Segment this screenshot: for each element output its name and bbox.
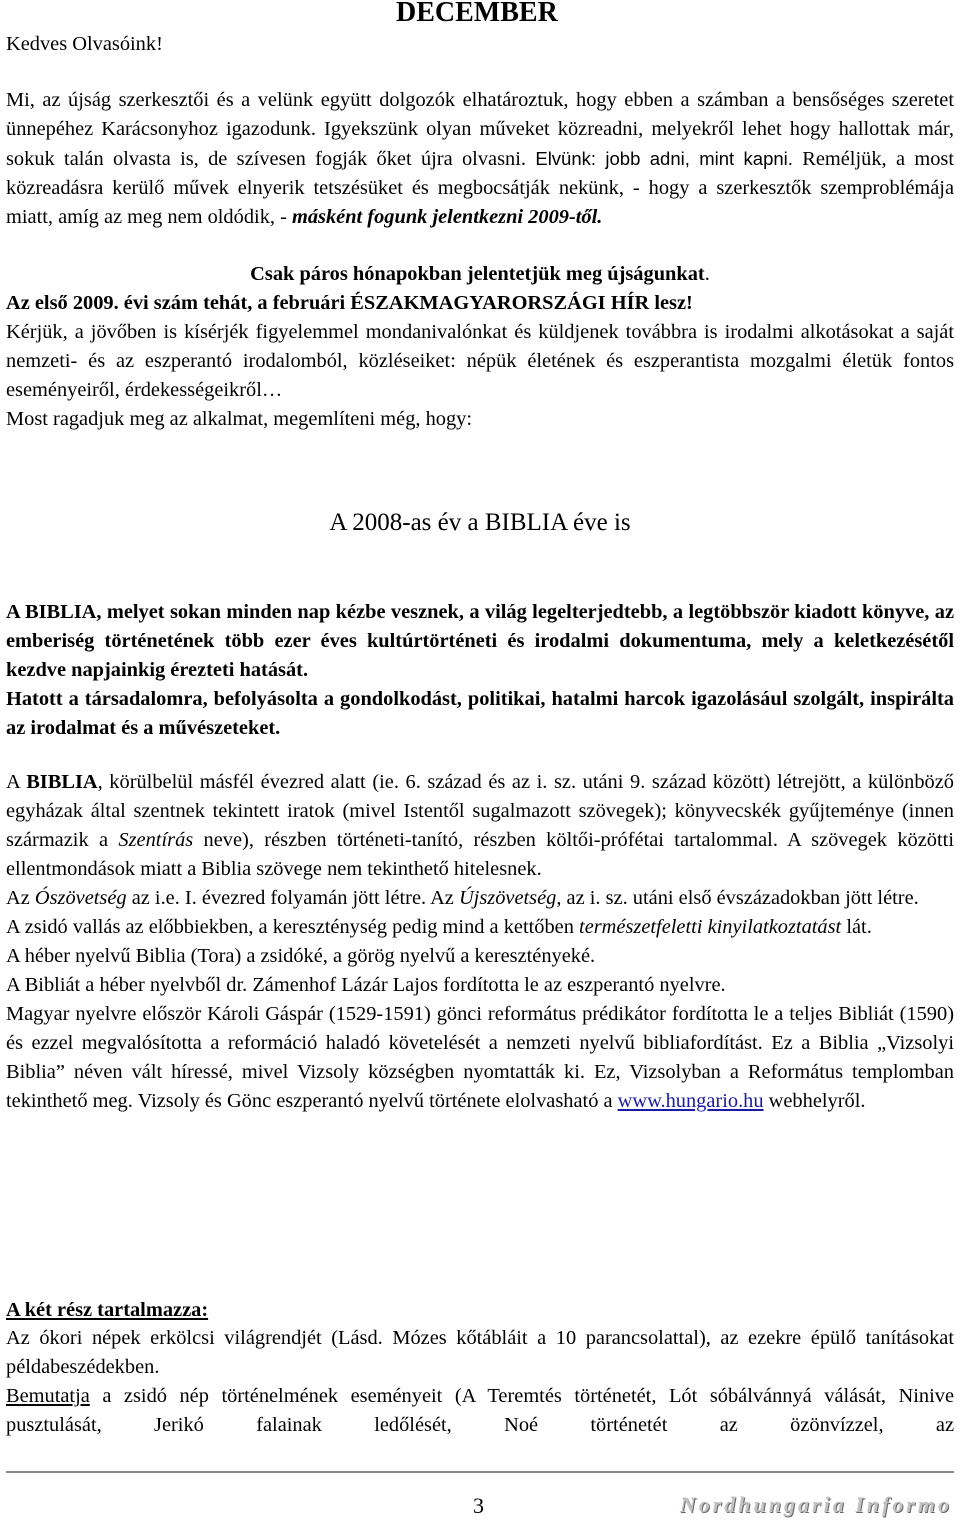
intro-paragraph	[6, 86, 954, 232]
announcement-block	[6, 260, 954, 289]
contents-paragraph-1: Az ókori népek erkölcsi világrendjét (Lásd. Mózes kőtábláit a 10 parancsolattal), az ezekre épülő tanításokat példabeszédekben.	[6, 1327, 954, 1378]
footer-brand-logo: Nordhungaria Informo	[679, 1492, 952, 1517]
announcement-line-2: Az első 2009. évi szám tehát, a februári ÉSZAKMAGYARORSZÁGI HÍR lesz!	[6, 292, 693, 314]
languages-paragraph: A héber nyelvű Biblia (Tora) a zsidóké, a görög nyelvű a keresztényeké.	[6, 945, 596, 967]
month-title: DECEMBER	[396, 0, 558, 28]
announcement-line-1: Csak páros hónapokban jelentetjük meg újságunkat.	[250, 263, 710, 285]
bible-origin-paragraph: A BIBLIA, körülbelül másfél évezred alatt (ie. 6. század és az i. sz. utáni 9. század között) létrejött, a különböző egyházak által szentnek tekintett iratok (mivel Istentől sugalmazott szövegek); könyvecskék gyűjteménye (innen származik a Szentírás neve), részben történeti-tanító, részben költői-prófétai tartalommal. A szövegek közötti ellentmondások miatt a Biblia szövege nem tekinthető hitelesnek.	[6, 771, 954, 880]
religion-paragraph: A zsidó vallás az előbbiekben, a kereszténység pedig mind a kettőben természetfeletti kinyilatkoztatást lát.	[6, 916, 872, 938]
hungario-link[interactable]: www.hungario.hu	[617, 1090, 764, 1112]
testaments-paragraph: Az Ószövetség az i.e. I. évezred folyamán jött létre. Az Újszövetség, az i. sz. utáni első évszázadokban jött létre.	[6, 887, 919, 909]
page-number: 3	[473, 1493, 484, 1518]
greeting-line: Kedves Olvasóink!	[6, 33, 163, 55]
intro-text: Mi, az újság szerkesztői és a velünk együtt dolgozók elhatároztuk, hogy ebben a számban a bensőséges szeretet ünnepéhez Karácsonyhoz igazodunk. Igyekszünk olyan műveket közreadni, melyekről lehet hogy hallottak már, sokuk talán olvasta is, de szívesen fogják őket újra olvasni.	[6, 89, 954, 170]
article-heading: A 2008-as év a BIBLIA éve is	[329, 509, 631, 536]
request-paragraph: Kérjük, a jövőben is kísérjék figyelemmel mondanivalónkat és küldjenek továbbra is irodalmi alkotásokat a saját nemzeti- és az eszperantó irodalomból, közléseiket: népük életének és eszperantista mozgalmi életük fontos eseményeiről, érdekességeikről… Most ragadjuk meg az alkalmat, megemlíteni még, hogy:	[6, 321, 954, 430]
motto-text: Elvünk: jobb adni, mint kapni.	[525, 148, 793, 169]
bold-intro-block	[6, 598, 954, 743]
bold-paragraph-2: Hatott a társadalomra, befolyásolta a gondolkodást, politikai, hatalmi harcok igazolásául szolgált, inspirálta az irodalmat és a művészeteket.	[6, 688, 954, 739]
karoli-paragraph: Magyar nyelvre először Károli Gáspár (1529-1591) gönci református prédikátor fordította le a teljes Bibliát (1590) és ezzel megvalósította a reformáció haladó követelését a nemzeti nyelvű bibliafordítást. Ez a Biblia „Vizsolyi Biblia” néven vált híressé, mivel Vizsoly községben nyomtatták ki. Ez, Vizsolyban a Református templomban tekinthető meg. Vizsoly és Gönc eszperantó nyelvű története elolvasható a www.hungario.hu webhelyről.	[6, 1003, 954, 1112]
esperanto-paragraph: A Bibliát a héber nyelvből dr. Zámenhof Lázár Lajos fordította le az eszperantó nyelvre.	[6, 974, 726, 996]
history-block	[6, 768, 954, 1116]
bold-paragraph-1: A BIBLIA, melyet sokan minden nap kézbe vesznek, a világ legelterjedtebb, a legtöbbször kiadott könyve, az emberiség történetének több ezer éves kultúrtörténeti és irodalmi dokumentuma, mely a keletkezésétől kezdve napjainkig érezteti hatását.	[6, 601, 954, 681]
request-followup: Most ragadjuk meg az alkalmat, megemlíteni még, hogy:	[6, 408, 473, 430]
footer-divider	[6, 1471, 954, 1473]
contents-paragraph-2: Bemutatja a zsidó nép történelmének eseményeit (A Teremtés történetét, Lót sóbálvánnyá válását, Ninive pusztulását, Jerikó falainak ledőlését, Noé történetét az özönvízzel, az	[6, 1385, 954, 1436]
contents-block	[6, 1324, 954, 1440]
contents-title: A két rész tartalmazza:	[6, 1299, 209, 1321]
intro-text-2: Reméljük, a most közreadásra kerülő művek elnyerik tetszésüket és megbocsátják nekünk, - hogy a szerkesztők szemproblémája miatt, amíg az meg nem oldódik, -	[6, 148, 954, 228]
intro-emphasis: másként fogunk jelentkezni 2009-től.	[291, 206, 603, 228]
